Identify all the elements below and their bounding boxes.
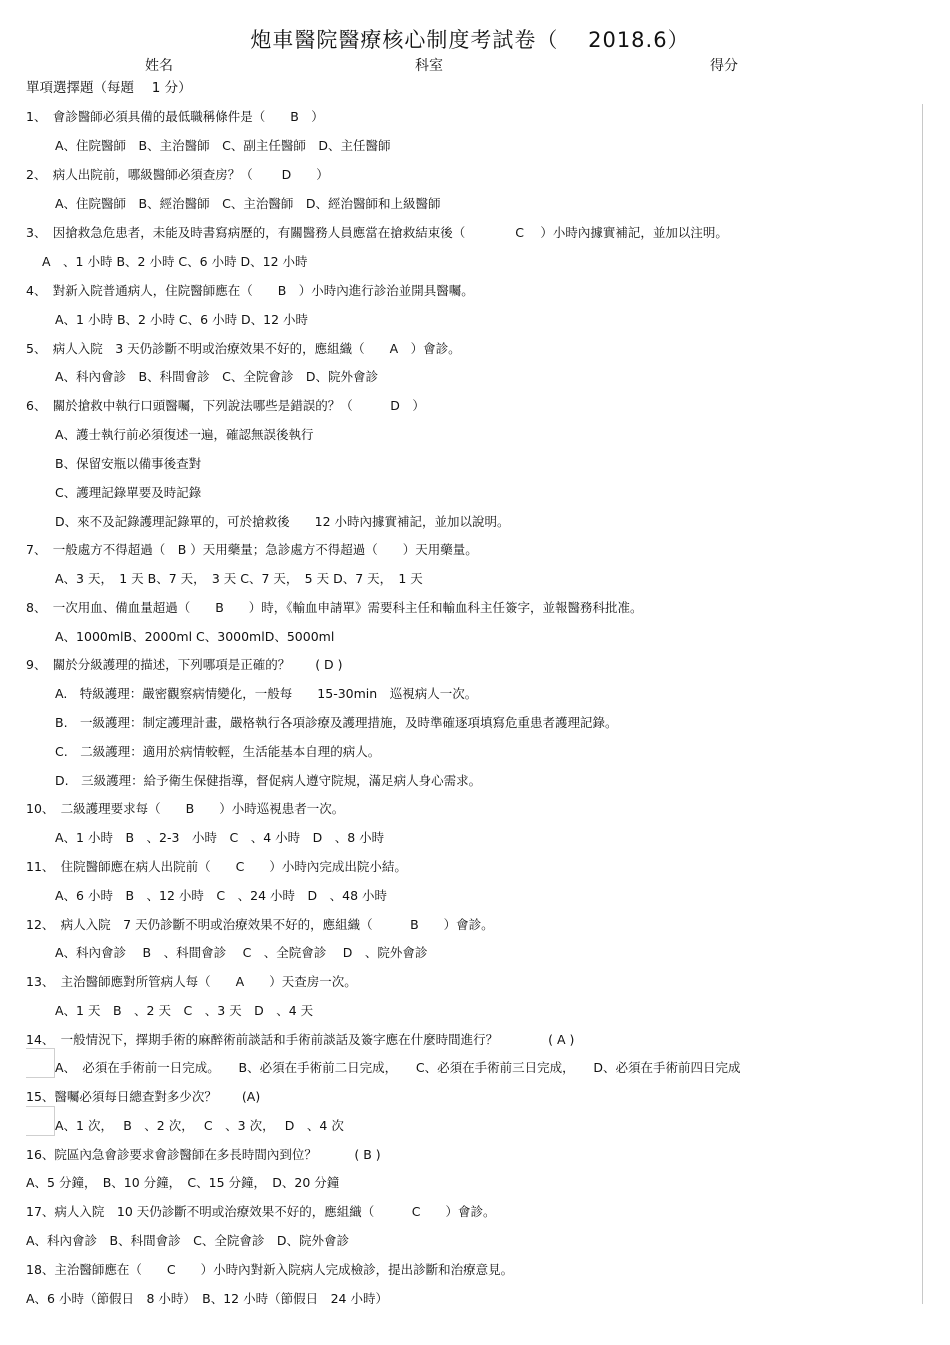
name-label: 姓名 <box>145 58 173 74</box>
question-2: 2、 病人出院前，哪級醫師必須查房？（ D ） <box>26 167 329 182</box>
question-16: 16、院區內急會診要求會診醫師在多長時間內到位？ ( B ) <box>26 1147 381 1162</box>
question-15: 15、醫囑必須每日總查對多少次？ (A) <box>26 1089 261 1104</box>
question-5: 5、 病人入院 3 天仍診斷不明或治療效果不好的，應組織（ A ）會診。 <box>26 341 461 356</box>
question-8: 8、 一次用血、備血量超過（ B ）時，《輸血申請單》需要科主任和輸血科主任簽字，並報醫務科批准。 <box>26 600 643 615</box>
options-8: A、1000mlB、2000ml C、3000mlD、5000ml <box>55 629 335 644</box>
options-5: A、科內會診 B、科間會診 C、全院會診 D、院外會診 <box>55 369 378 384</box>
options-10: A、1 小時 B 、2-3 小時 C 、4 小時 D 、8 小時 <box>55 830 385 845</box>
question-4: 4、 對新入院普通病人，住院醫師應在（ B ）小時內進行診治並開具醫囑。 <box>26 283 474 298</box>
department-label: 科室 <box>415 58 443 74</box>
section-title: 單項選擇題（每題 1 分） <box>26 80 192 96</box>
options-2: A、住院醫師 B、經治醫師 C、主治醫師 D、經治醫師和上級醫師 <box>55 196 441 211</box>
options-12: A、科內會診 B 、科間會診 C 、全院會診 D 、院外會診 <box>55 945 428 960</box>
question-12: 12、 病人入院 7 天仍診斷不明或治療效果不好的，應組織（ B ）會診。 <box>26 917 494 932</box>
options-11: A、6 小時 B 、12 小時 C 、24 小時 D 、48 小時 <box>55 888 388 903</box>
question-11: 11、 住院醫師應在病人出院前（ C ）小時內完成出院小結。 <box>26 859 407 874</box>
options-7: A、3 天， 1 天 B、7 天， 3 天 C、7 天， 5 天 D、7 天， 1 天 <box>55 571 423 586</box>
options-14: A、 必須在手術前一日完成。 B、必須在手術前二日完成， C、必須在手術前三日完成， D、必須在手術前四日完成 <box>55 1060 741 1075</box>
options-4: A、1 小時 B、2 小時 C、6 小時 D、12 小時 <box>55 312 309 327</box>
question-6: 6、 關於搶救中執行口頭醫囑，下列說法哪些是錯誤的？（ D ） <box>26 398 425 413</box>
question-10: 10、 二級護理要求每（ B ）小時巡視患者一次。 <box>26 801 345 816</box>
option-6b: B、保留安瓶以備事後查對 <box>55 456 202 471</box>
answer-box-14 <box>26 1048 55 1078</box>
score-label: 得分 <box>710 58 738 74</box>
option-9a: A. 特級護理：嚴密觀察病情變化，一般每 15-30min 巡視病人一次。 <box>55 686 478 701</box>
question-17: 17、病人入院 10 天仍診斷不明或治療效果不好的，應組織（ C ）會診。 <box>26 1204 496 1219</box>
option-9d: D. 三級護理：給予衛生保健指導，督促病人遵守院規，滿足病人身心需求。 <box>55 773 482 788</box>
options-17: A、科內會診 B、科間會診 C、全院會診 D、院外會診 <box>26 1233 349 1248</box>
option-6a: A、護士執行前必須復述一遍，確認無誤後執行 <box>55 427 314 442</box>
option-9b: B. 一級護理：制定護理計畫，嚴格執行各項診療及護理措施，及時準確逐項填寫危重患者護理記錄。 <box>55 715 618 730</box>
option-6d: D、來不及記錄護理記錄單的，可於搶救後 12 小時內據實補記，並加以說明。 <box>55 514 510 529</box>
question-7: 7、 一般處方不得超過（ B ）天用藥量；急診處方不得超過（ ）天用藥量。 <box>26 542 478 557</box>
options-1: A、住院醫師 B、主治醫師 C、副主任醫師 D、主任醫師 <box>55 138 391 153</box>
options-3: A 、1 小時 B、2 小時 C、6 小時 D、12 小時 <box>42 254 308 269</box>
question-13: 13、 主治醫師應對所管病人每（ A ）天查房一次。 <box>26 974 357 989</box>
right-margin-rule <box>922 104 923 1304</box>
question-14: 14、 一般情況下，擇期手術的麻醉術前談話和手術前談話及簽字應在什麼時間進行？ ( A ) <box>26 1032 575 1047</box>
answer-box-15 <box>26 1106 55 1136</box>
exam-title: 炮車醫院醫療核心制度考試卷（ 2018.6） <box>250 28 690 52</box>
question-18: 18、主治醫師應在（ C ）小時內對新入院病人完成檢診，提出診斷和治療意見。 <box>26 1262 514 1277</box>
question-1: 1、 會診醫師必須具備的最低職稱條件是（ B ） <box>26 109 324 124</box>
options-15: A、1 次， B 、2 次， C 、3 次， D 、4 次 <box>55 1118 344 1133</box>
option-6c: C、護理記錄單要及時記錄 <box>55 485 202 500</box>
options-13: A、1 天 B 、2 天 C 、3 天 D 、4 天 <box>55 1003 314 1018</box>
option-9c: C. 二級護理：適用於病情較輕，生活能基本自理的病人。 <box>55 744 381 759</box>
question-3: 3、 因搶救急危患者，未能及時書寫病歷的，有關醫務人員應當在搶救結束後（ C ）小時內據實補記，並加以注明。 <box>26 225 728 240</box>
question-9: 9、 關於分級護理的描述，下列哪項是正確的？ ( D ) <box>26 657 343 672</box>
options-16: A、5 分鐘， B、10 分鐘， C、15 分鐘， D、20 分鐘 <box>26 1175 340 1190</box>
options-18: A、6 小時（節假日 8 小時） B、12 小時（節假日 24 小時） <box>26 1291 388 1306</box>
